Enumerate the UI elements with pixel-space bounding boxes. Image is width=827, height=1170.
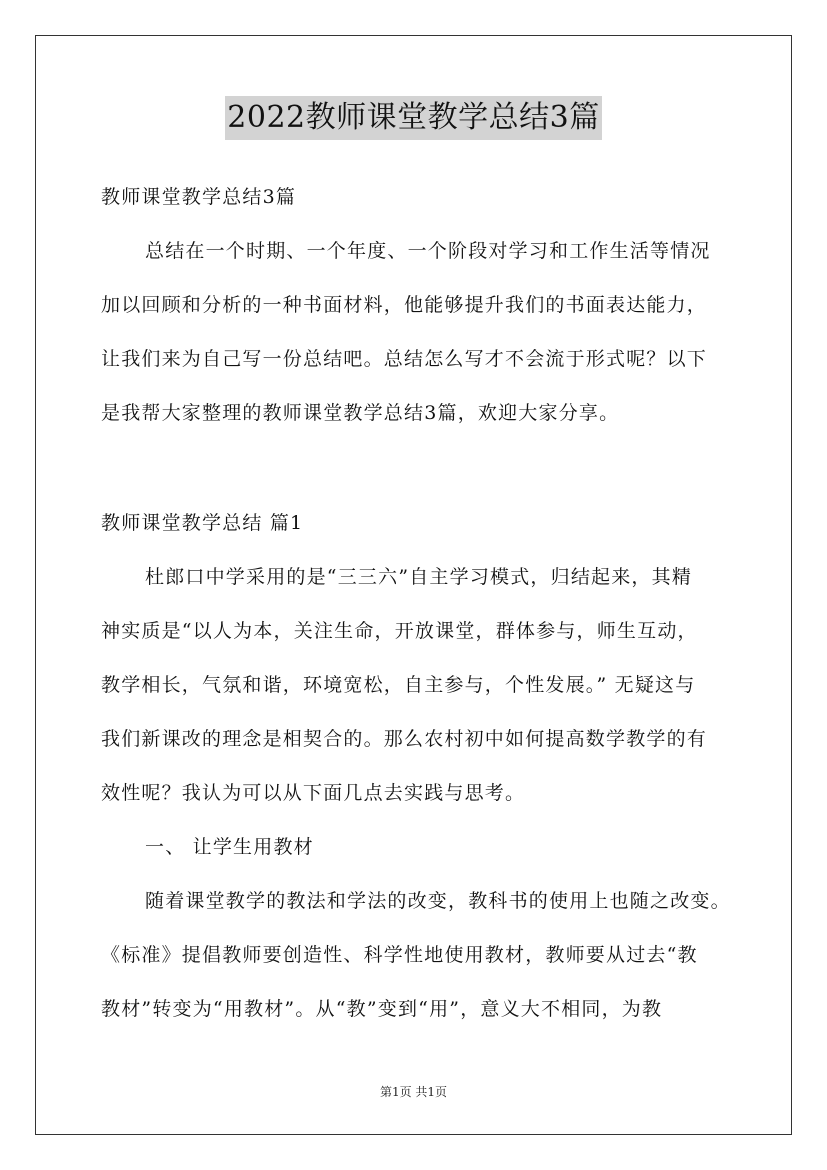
intro-line-4: 是我帮大家整理的教师课堂教学总结3篇，欢迎大家分享。: [101, 402, 620, 424]
point-heading: 一、 让学生用教材: [145, 836, 314, 858]
paragraph-line: 效性呢？我认为可以从下面几点去实践与思考。: [101, 782, 526, 804]
section-heading: 教师课堂教学总结 篇1: [101, 512, 304, 534]
title-container: [0, 96, 827, 140]
document-title: 2022教师课堂教学总结3篇: [225, 96, 601, 140]
paragraph-line: 教学相长，气氛和谐，环境宽松，自主参与，个性发展。” 无疑这与: [101, 674, 696, 696]
paragraph-line: 随着课堂教学的教法和学法的改变，教科书的使用上也随之改变。: [145, 890, 731, 912]
paragraph-line: 杜郎口中学采用的是“三三六”自主学习模式，归结起来，其精: [145, 566, 693, 588]
page-footer: 第1页 共1页: [379, 1085, 448, 1099]
intro-line-1: 总结在一个时期、一个年度、一个阶段对学习和工作生活等情况: [145, 240, 711, 262]
subtitle: 教师课堂教学总结3篇: [101, 186, 297, 208]
paragraph-line: 神实质是“以人为本，关注生命，开放课堂，群体参与，师生互动，: [101, 620, 698, 642]
intro-line-2: 加以回顾和分析的一种书面材料，他能够提升我们的书面表达能力，: [101, 294, 708, 316]
intro-line-3: 让我们来为自己写一份总结吧。总结怎么写才不会流于形式呢？以下: [101, 348, 708, 370]
paragraph-line: 教材”转变为“用教材”。从“教”变到“用”，意义大不相同，为教: [101, 998, 663, 1020]
paragraph-line: 我们新课改的理念是相契合的。那么农村初中如何提高数学教学的有: [101, 728, 708, 750]
paragraph-line: 《标准》提倡教师要创造性、科学性地使用教材，教师要从过去“教: [101, 944, 698, 966]
